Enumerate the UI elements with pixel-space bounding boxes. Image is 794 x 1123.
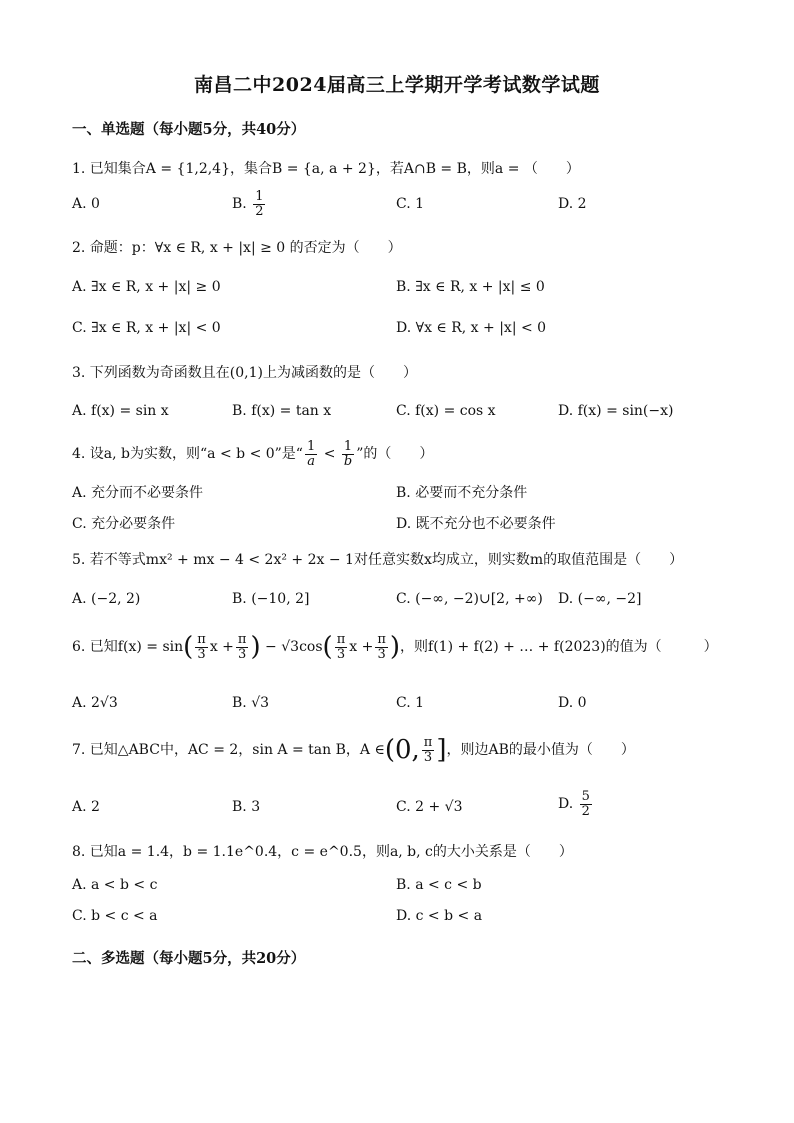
fraction-numerator: π [423,734,433,750]
fraction-numerator: π [197,631,206,647]
left-paren: ( [322,632,333,662]
fraction-pi-over-3 [195,633,208,661]
question-1-option-c: C. 1 [396,196,425,212]
right-paren: ) [389,632,401,662]
fraction-denominator: 3 [336,646,346,662]
fraction-pi-over-3 [335,633,348,661]
option-d-label: D. [558,796,574,813]
fraction-pi-over-3 [236,633,249,661]
interval-open: (0, [384,735,420,765]
fraction-one-over-a [305,440,317,468]
page-title: 南昌二中2024届高三上学期开学考试数学试题 [194,74,600,96]
fraction-numerator: π [237,631,247,647]
fraction-pi-over-3 [375,633,388,661]
question-1-option-d: D. 2 [558,196,587,212]
fraction-denominator: b [343,453,353,469]
right-paren: ) [250,632,261,662]
fraction-denominator: 2 [581,803,590,819]
question-4-option-c: C. 充分必要条件 [72,516,176,532]
question-6-stem-part-4: x + [349,639,374,655]
question-5-option-b: B. (−10, 2] [232,591,310,607]
question-5-stem: 5. 若不等式mx² + mx − 4 < 2x² + 2x − 1对任意实数x均成立，则实数m的取值范围是（ ） [72,552,684,568]
question-3-option-d: D. f(x) = sin(−x) [558,403,674,419]
question-3-option-c: C. f(x) = cos x [396,403,496,419]
question-7-stem-part-1: 7. 已知△ABC中，AC = 2，sin A = tan B，A ∈ [72,742,385,758]
question-3-stem: 3. 下列函数为奇函数且在(0,1)上为减函数的是（ ） [72,365,417,381]
fraction-one-over-b [342,440,354,468]
question-8-stem: 8. 已知a = 1.4，b = 1.1e^0.4，c = e^0.5，则a, b, c的大小关系是（ ） [72,844,573,860]
question-3-option-a: A. f(x) = sin x [72,403,169,419]
section-heading-multiple-choice: 二、多选题（每小题5分，共20分） [72,950,306,967]
interval-close: ] [436,735,447,765]
fraction-denominator: 3 [377,646,386,662]
question-4-option-b: B. 必要而不充分条件 [396,485,528,501]
fraction-five-halves [580,790,592,818]
question-6-stem-part-1: 6. 已知f(x) = sin [72,639,184,655]
left-paren: ( [183,632,194,662]
question-1-stem: 1. 已知集合A = {1,2,4}，集合B = {a, a + 2}，若A∩B = B，则a = （ ） [72,161,580,177]
question-7-option-b: B. 3 [232,799,261,815]
question-6-option-a: A. 2√3 [72,695,118,711]
question-8-option-c: C. b < c < a [72,908,158,924]
section-heading-single-choice: 一、单选题（每小题5分，共40分） [72,121,306,138]
question-6-option-d: D. 0 [558,695,587,711]
fraction-numerator: 1 [255,189,264,204]
less-than-sign: < [319,446,340,463]
fraction-numerator: 5 [581,789,590,804]
question-5-option-a: A. (−2, 2) [72,591,141,607]
question-8-option-a: A. a < b < c [72,877,158,893]
question-4-option-d: D. 既不充分也不必要条件 [396,516,556,532]
question-8-option-b: B. a < c < b [396,877,482,893]
question-4-stem-part-1: 4. 设a, b为实数，则“a < b < 0”是“ [72,446,303,463]
question-4-stem [72,440,433,468]
question-5-option-c: C. (−∞, −2)∪[2, +∞) [396,591,543,607]
question-6-option-b: B. √3 [232,695,270,711]
question-8-option-d: D. c < b < a [396,908,483,924]
question-5-option-d: D. (−∞, −2] [558,591,642,607]
question-3-option-b: B. f(x) = tan x [232,403,332,419]
question-2-option-c: C. ∃x ∈ R, x + |x| < 0 [72,320,221,336]
question-2-option-a: A. ∃x ∈ R, x + |x| ≥ 0 [72,279,221,295]
option-b-label: B. [232,196,247,213]
fraction-denominator: a [307,453,315,469]
question-7-option-a: A. 2 [72,799,100,815]
question-1-option-a: A. 0 [72,196,100,212]
question-7-stem [72,735,635,765]
question-7-stem-part-2: ，则边AB的最小值为（ ） [446,742,635,758]
question-7-option-c: C. 2 + √3 [396,799,463,815]
question-2-option-b: B. ∃x ∈ R, x + |x| ≤ 0 [396,279,545,295]
fraction-denominator: 3 [423,749,433,765]
question-6-stem-part-3: − √3cos [260,639,323,655]
fraction-numerator: π [377,631,386,647]
question-2-stem: 2. 命题：p：∀x ∈ R, x + |x| ≥ 0 的否定为（ ） [72,240,402,256]
fraction-pi-over-3 [422,736,435,764]
fraction-numerator: π [336,631,346,647]
fraction-denominator: 3 [238,646,247,662]
question-4-option-a: A. 充分而不必要条件 [72,485,204,501]
fraction-half [253,190,265,218]
question-4-stem-part-2: ”的（ ） [356,446,434,463]
fraction-numerator: 1 [306,439,316,454]
question-6-stem [72,632,718,662]
question-2-option-d: D. ∀x ∈ R, x + |x| < 0 [396,320,547,336]
fraction-numerator: 1 [342,440,354,455]
question-6-stem-part-2: x + [209,639,234,655]
question-6-stem-part-5: ，则f(1) + f(2) + … + f(2023)的值为（ ） [400,639,718,655]
fraction-denominator: 2 [255,203,264,219]
question-1-option-b [232,190,267,218]
question-6-option-c: C. 1 [396,695,425,711]
question-7-option-d [558,790,594,818]
fraction-denominator: 3 [197,646,206,662]
